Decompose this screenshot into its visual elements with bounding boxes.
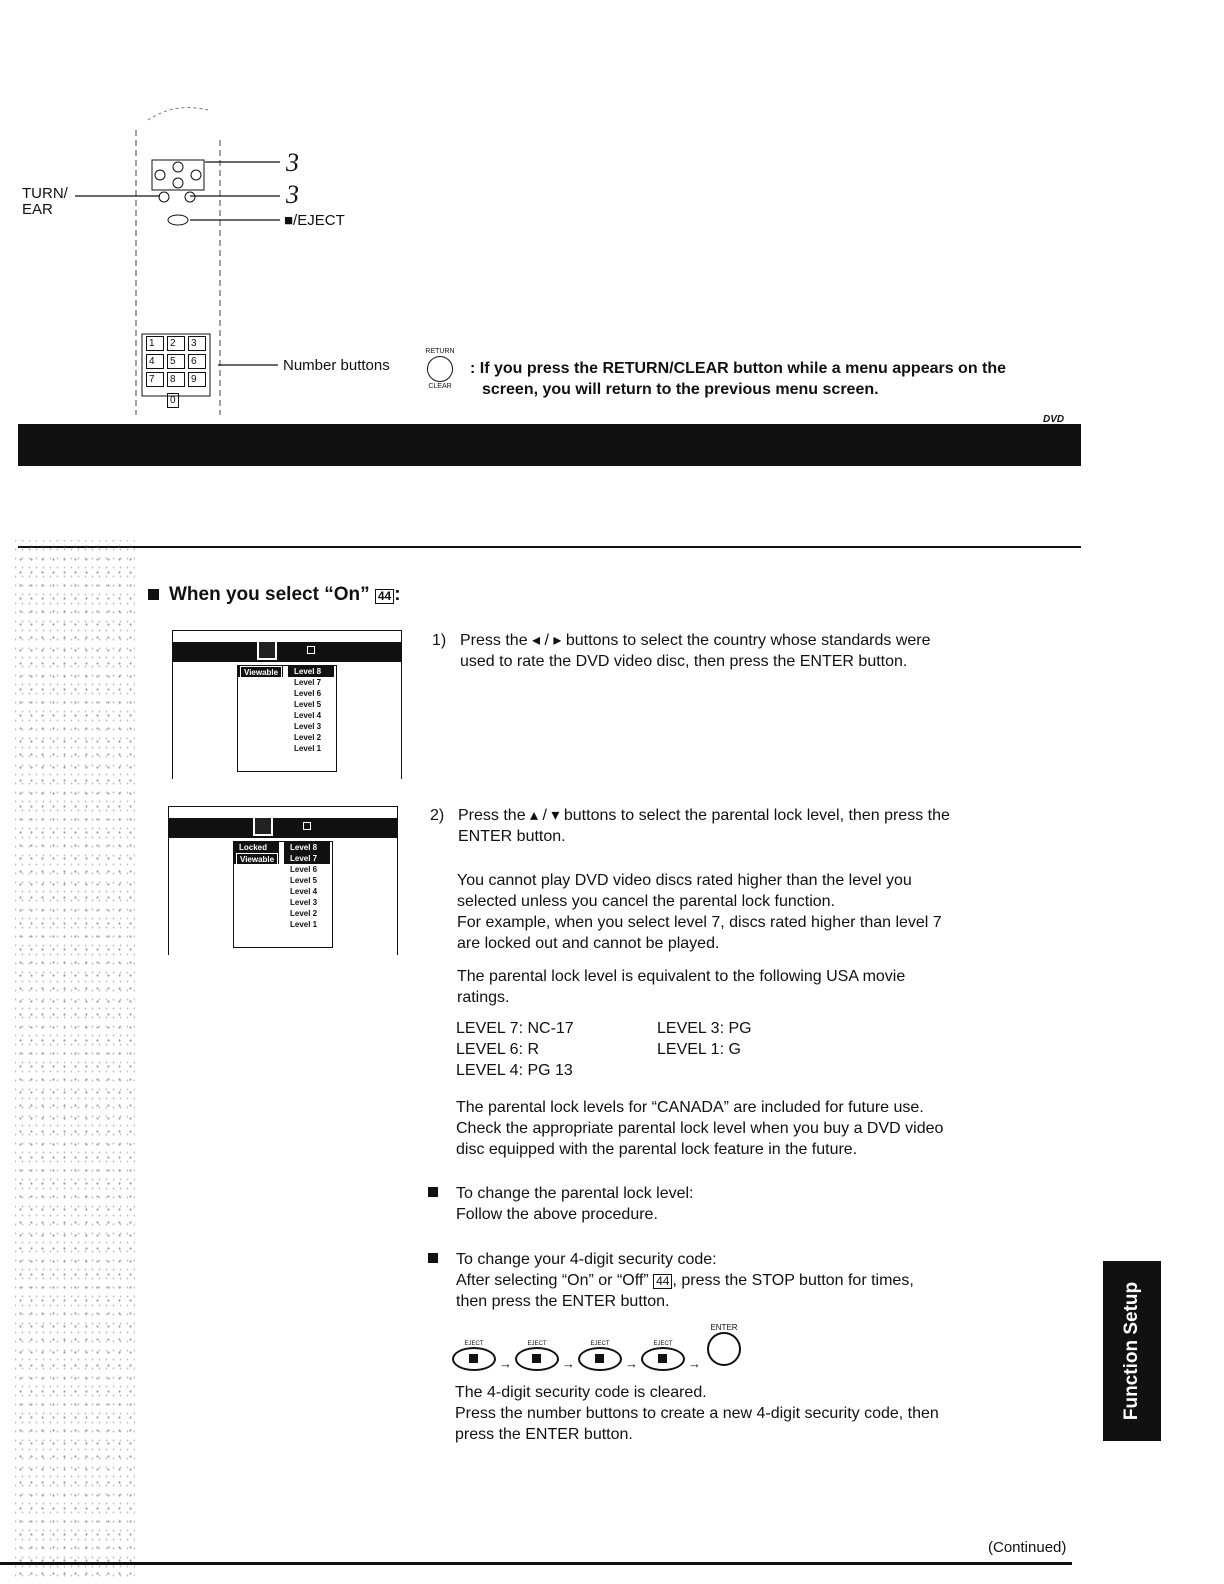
paragraph-code-cleared [455,1382,1055,1445]
level-option[interactable]: Level 4 [294,711,322,720]
screen1-tab-icon [257,640,277,660]
heading-suffix: : [394,584,401,605]
bullet2-line1: To change your 4-digit security code: [456,1251,717,1268]
bullet-change-code [456,1249,1056,1312]
key-0[interactable]: 0 [167,393,179,408]
eject-button-step [641,1341,685,1371]
level-option[interactable]: Level 8 [288,666,334,677]
level-option[interactable]: Level 7 [284,853,330,864]
step-2-line2: ENTER button. [458,828,566,845]
key-2[interactable]: 2 [167,336,185,351]
dvd-badge [1043,414,1064,425]
level-option[interactable]: Level 5 [294,700,322,709]
step-1-number: 1) [432,632,447,649]
para3-line1: The parental lock levels for “CANADA” are included for future use. [456,1099,924,1116]
viewable-tag: Viewable [236,853,278,866]
step-1-text [460,630,1060,672]
screen1-popup [237,665,337,772]
screen2-tab-icon2 [303,822,311,830]
rating-item: LEVEL 4: PG 13 [456,1062,573,1079]
bullet2-line3: then press the ENTER button. [456,1293,670,1310]
key-5[interactable]: 5 [167,354,185,369]
enter-button[interactable] [707,1332,741,1366]
level-option[interactable]: Level 7 [294,678,322,687]
eject-small-label: EJECT [464,1341,484,1347]
paragraph-canada [456,1097,1056,1160]
menu-screen-2 [168,806,398,955]
enter-button-step [704,1323,744,1371]
section-heading [148,584,401,606]
paragraph-ratings-intro [457,966,1057,1008]
section-banner [18,424,1081,466]
eject-button-step [515,1341,559,1371]
step-2-text [458,805,1058,847]
level-option[interactable]: Level 5 [290,876,318,885]
bullet2-line2b: , press the STOP button for times, [672,1272,914,1289]
eject-button-step [578,1341,622,1371]
bullet2-line2a: After selecting “On” or “Off” [456,1272,649,1289]
ratings-list-right [657,1018,857,1060]
arrow-right-icon: → [562,1356,575,1371]
level-option[interactable]: Level 1 [290,920,318,929]
step-2-line1: Press the ▴ / ▾ buttons to select the parental lock level, then press the [458,807,950,824]
level-option[interactable]: Level 2 [294,733,322,742]
label-line1: TURN/ [22,185,68,202]
para1-line4: are locked out and cannot be played. [457,935,720,952]
key-9[interactable]: 9 [188,372,206,387]
key-7[interactable]: 7 [146,372,164,387]
key-6[interactable]: 6 [188,354,206,369]
screen1-tab-icon2 [307,646,315,654]
page-ref-icon: 44 [653,1274,672,1289]
eject-small-label: EJECT [653,1341,673,1347]
step-marker-3a: 3 [286,148,299,177]
screen2-tab-icon [253,816,273,836]
para1-line2: selected unless you cancel the parental lock function. [457,893,836,910]
screen1-menubar [173,642,401,662]
level-option[interactable]: Level 3 [294,722,322,731]
level-option[interactable]: Level 6 [294,689,322,698]
menu-screen-1 [172,630,402,779]
step-2-number: 2) [430,807,445,824]
bullet-square-icon [148,589,159,600]
bullet-square-icon [428,1187,438,1197]
dvd-badge-text: DVD [1043,414,1065,425]
arrow-right-icon: → [688,1356,701,1371]
level-option[interactable]: Level 1 [294,744,322,753]
level-option[interactable]: Level 6 [290,865,318,874]
level-option[interactable]: Level 8 [284,842,330,853]
step-marker-3b: 3 [286,180,299,209]
para3-line2: Check the appropriate parental lock level when you buy a DVD video [456,1120,944,1137]
page-ref-icon: 44 [375,589,394,604]
after-line3: press the ENTER button. [455,1426,633,1443]
eject-sequence [452,1323,782,1371]
heading-text: When you select “On” [169,584,370,605]
step-1-line1: Press the ◂ / ▸ buttons to select the country whose standards were [460,632,931,649]
arrow-right-icon: → [499,1356,512,1371]
bullet1-line2: Follow the above procedure. [456,1206,658,1223]
function-setup-tab [1103,1261,1161,1441]
level-option[interactable]: Level 3 [290,898,318,907]
key-4[interactable]: 4 [146,354,164,369]
number-buttons-label: Number buttons [283,357,390,374]
bullet-change-level [456,1183,1056,1225]
level-option[interactable]: Level 2 [290,909,318,918]
level-option[interactable]: Level 4 [290,887,318,896]
circle-button-icon [427,356,453,382]
paragraph-lock-explanation [457,870,1057,954]
return-clear-label [22,186,68,218]
key-3[interactable]: 3 [188,336,206,351]
eject-label: ■/EJECT [284,212,345,229]
bullet1-line1: To change the parental lock level: [456,1185,694,1202]
ratings-list-left [456,1018,656,1081]
continued-label: (Continued) [988,1539,1067,1556]
after-line1: The 4-digit security code is cleared. [455,1384,707,1401]
para2-line2: ratings. [457,989,510,1006]
label-line2: EAR [22,201,53,218]
after-line2: Press the number buttons to create a new 4-digit security code, then [455,1405,939,1422]
side-tab-label: Function Setup [1121,1281,1142,1421]
return-note-line2: screen, you will return to the previous menu screen. [482,381,879,398]
screen2-popup [233,841,333,948]
step-1-line2: used to rate the DVD video disc, then press the ENTER button. [460,653,908,670]
rating-item: LEVEL 3: PG [657,1020,752,1037]
eject-small-label: EJECT [527,1341,547,1347]
para2-line1: The parental lock level is equivalent to the following USA movie [457,968,906,985]
return-note [470,358,1006,400]
bullet-square-icon [428,1253,438,1263]
key-1[interactable]: 1 [146,336,164,351]
stop-eject-button[interactable] [578,1347,622,1371]
para1-line3: For example, when you select level 7, discs rated higher than level 7 [457,914,942,931]
stop-eject-button[interactable] [641,1347,685,1371]
eject-small-label: EJECT [590,1341,610,1347]
screen2-menubar [169,818,397,838]
rating-item: LEVEL 7: NC-17 [456,1020,574,1037]
stop-eject-button[interactable] [515,1347,559,1371]
enter-small-label: ENTER [710,1323,738,1332]
return-note-line1: : If you press the RETURN/CLEAR button while a menu appears on the [470,360,1007,377]
rating-item: LEVEL 6: R [456,1041,540,1058]
return-clear-icon [420,348,460,390]
eject-button-step [452,1341,496,1371]
locked-tag: Locked [239,843,268,852]
clear-icon-label: CLEAR [428,383,452,390]
scan-noise [15,540,135,1580]
viewable-tag: Viewable [240,666,282,679]
para3-line3: disc equipped with the parental lock feature in the future. [456,1141,858,1158]
footer-rule [0,1562,1072,1565]
key-8[interactable]: 8 [167,372,185,387]
para1-line1: You cannot play DVD video discs rated higher than the level you [457,872,912,889]
stop-eject-button[interactable] [452,1347,496,1371]
rating-item: LEVEL 1: G [657,1041,741,1058]
section-rule [18,546,1081,548]
arrow-right-icon: → [625,1356,638,1371]
return-icon-label: RETURN [425,348,455,355]
